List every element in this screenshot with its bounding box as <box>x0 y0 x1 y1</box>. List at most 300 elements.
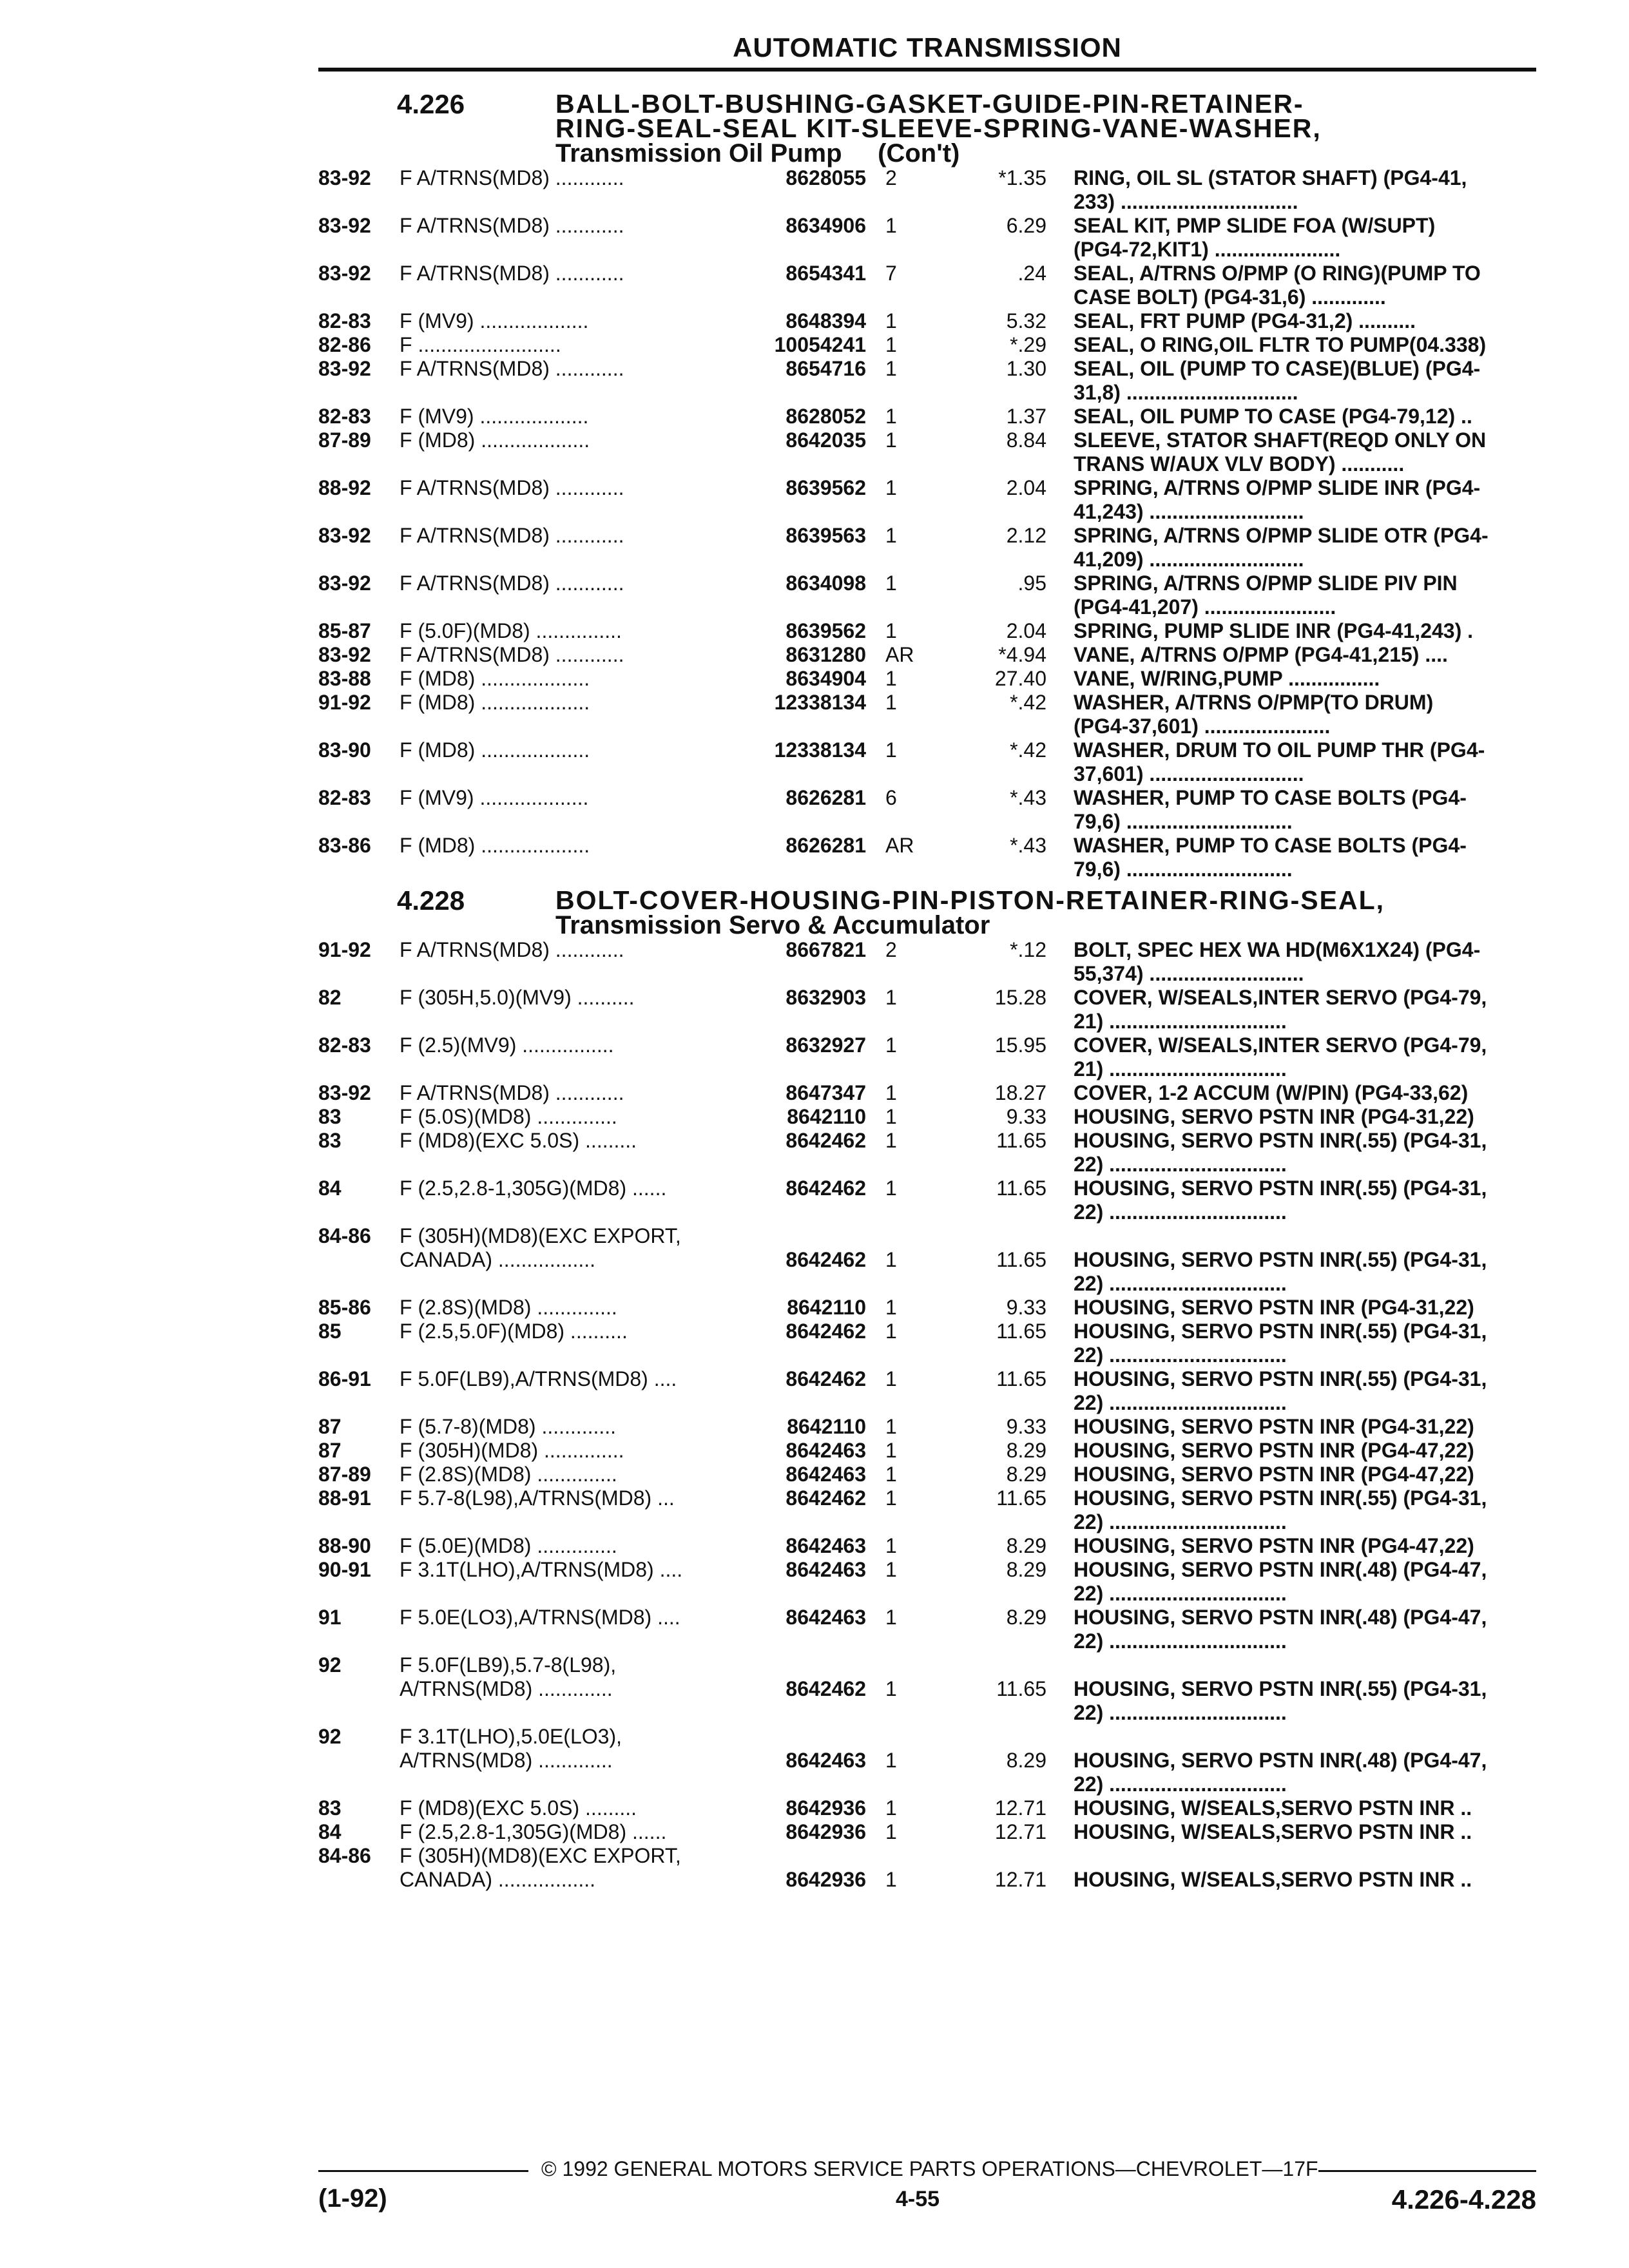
part-row <box>318 1844 1536 1892</box>
model-years: 83-86 <box>318 834 371 857</box>
model-years: 83-92 <box>318 166 371 189</box>
price: 8.29 <box>1006 1749 1046 1772</box>
part-number: 8642463 <box>786 1463 866 1486</box>
model-years: 88-91 <box>318 1486 371 1510</box>
quantity: 1 <box>885 1105 897 1128</box>
quantity: 1 <box>885 405 897 428</box>
section-subtitle: Transmission Oil Pump (Con't) <box>555 139 960 168</box>
model-years: 90-91 <box>318 1558 371 1581</box>
part-number: 8654341 <box>786 262 866 285</box>
model-years: 92 <box>318 1653 342 1677</box>
description: HOUSING, SERVO PSTN INR (PG4-31,22) <box>1074 1296 1474 1319</box>
price: 18.27 <box>994 1081 1046 1104</box>
model-years: 83-92 <box>318 1081 371 1104</box>
description: RING, OIL SL (STATOR SHAFT) (PG4-41, 233) ............................... <box>1074 166 1467 213</box>
running-header: AUTOMATIC TRANSMISSION <box>733 32 1122 62</box>
description: WASHER, A/TRNS O/PMP(TO DRUM) (PG4-37,601) ...................... <box>1074 691 1434 738</box>
price: 15.95 <box>994 1033 1046 1057</box>
application: F (MD8)(EXC 5.0S) ......... <box>400 1796 637 1820</box>
part-row <box>318 1415 1536 1439</box>
quantity: 1 <box>885 1486 897 1510</box>
model-years: 87 <box>318 1415 342 1438</box>
description: HOUSING, W/SEALS,SERVO PSTN INR .. <box>1074 1796 1472 1820</box>
price: *.29 <box>1010 333 1046 356</box>
part-row <box>318 834 1536 881</box>
price: 2.04 <box>1006 476 1046 499</box>
description: SEAL, A/TRNS O/PMP (O RING)(PUMP TO CASE BOLT) (PG4-31,6) ............. <box>1074 262 1481 309</box>
part-row <box>318 333 1536 357</box>
quantity: 1 <box>885 1749 897 1772</box>
model-years: 83-92 <box>318 643 371 666</box>
quantity: 1 <box>885 1367 897 1390</box>
description: WASHER, PUMP TO CASE BOLTS (PG4- 79,6) ............................. <box>1074 786 1467 833</box>
part-row <box>318 667 1536 691</box>
copyright-notice: © 1992 GENERAL MOTORS SERVICE PARTS OPERATIONS—CHEVROLET—17F <box>541 2157 1318 2180</box>
description: SEAL, O RING,OIL FLTR TO PUMP(04.338) <box>1074 333 1487 356</box>
part-row <box>318 1463 1536 1486</box>
part-number: 8642463 <box>786 1534 866 1557</box>
description: SLEEVE, STATOR SHAFT(REQD ONLY ON TRANS W/AUX VLV BODY) ........... <box>1074 428 1487 476</box>
application: F ......................... <box>400 333 561 356</box>
part-row <box>318 214 1536 262</box>
part-number: 12338134 <box>774 738 866 762</box>
section-number: 4.228 <box>397 885 465 916</box>
part-number: 8628052 <box>786 405 866 428</box>
part-row <box>318 1320 1536 1367</box>
part-number: 8642462 <box>786 1367 866 1390</box>
model-years: 84-86 <box>318 1224 371 1247</box>
part-number: 8642463 <box>786 1558 866 1581</box>
part-number: 8654716 <box>786 357 866 380</box>
part-row <box>318 691 1536 738</box>
price: *.42 <box>1010 738 1046 762</box>
part-row <box>318 1796 1536 1820</box>
quantity: 7 <box>885 262 897 285</box>
description: COVER, W/SEALS,INTER SERVO (PG4-79, 21) ............................... <box>1074 1033 1487 1081</box>
application: F (MD8)(EXC 5.0S) ......... <box>400 1129 637 1152</box>
model-years: 88-90 <box>318 1534 371 1557</box>
description: HOUSING, SERVO PSTN INR(.55) (PG4-31, 22) ............................... <box>1074 1486 1487 1533</box>
part-row <box>318 1105 1536 1129</box>
section-subtitle: Transmission Servo & Accumulator <box>555 911 990 939</box>
price: *.43 <box>1010 786 1046 809</box>
quantity: 1 <box>885 1868 897 1891</box>
price: 11.65 <box>996 1677 1046 1700</box>
quantity: 1 <box>885 1081 897 1104</box>
model-years: 85-86 <box>318 1296 371 1319</box>
price: 11.65 <box>996 1367 1046 1390</box>
description: HOUSING, SERVO PSTN INR (PG4-47,22) <box>1074 1463 1474 1486</box>
part-row <box>318 1033 1536 1081</box>
quantity: 1 <box>885 1796 897 1820</box>
part-row <box>318 738 1536 786</box>
part-number: 8639562 <box>786 619 866 642</box>
part-row <box>318 1439 1536 1463</box>
price: 11.65 <box>996 1129 1046 1152</box>
quantity: 1 <box>885 1177 897 1200</box>
quantity: 2 <box>885 166 897 189</box>
price: .24 <box>1017 262 1046 285</box>
part-number: 8639562 <box>786 476 866 499</box>
application: F (MV9) ................... <box>400 309 589 332</box>
quantity: 1 <box>885 1129 897 1152</box>
description: HOUSING, SERVO PSTN INR(.55) (PG4-31, 22) ............................... <box>1074 1677 1487 1724</box>
quantity: 1 <box>885 1463 897 1486</box>
quantity: 1 <box>885 428 897 452</box>
part-row <box>318 524 1536 572</box>
part-number: 8642936 <box>786 1820 866 1843</box>
application: F A/TRNS(MD8) ............ <box>400 166 624 189</box>
part-number: 8667821 <box>786 938 866 961</box>
part-number: 8647347 <box>786 1081 866 1104</box>
price: 11.65 <box>996 1486 1046 1510</box>
part-number: 8642462 <box>786 1129 866 1152</box>
description: HOUSING, SERVO PSTN INR (PG4-31,22) <box>1074 1105 1474 1128</box>
application: F A/TRNS(MD8) ............ <box>400 938 624 961</box>
part-number: 8642462 <box>786 1320 866 1343</box>
description: SEAL, OIL (PUMP TO CASE)(BLUE) (PG4- 31,8) .............................. <box>1074 357 1481 404</box>
model-years: 83 <box>318 1105 342 1128</box>
price: 11.65 <box>996 1248 1046 1271</box>
model-years: 91 <box>318 1606 342 1629</box>
part-row <box>318 1606 1536 1653</box>
part-row <box>318 476 1536 524</box>
quantity: 1 <box>885 572 897 595</box>
application: F (5.7-8)(MD8) ............. <box>400 1415 617 1438</box>
quantity: 1 <box>885 1033 897 1057</box>
part-number: 8626281 <box>786 786 866 809</box>
application: F 3.1T(LHO),A/TRNS(MD8) .... <box>400 1558 683 1581</box>
price: 8.29 <box>1006 1606 1046 1629</box>
quantity: 1 <box>885 1248 897 1271</box>
part-number: 8634904 <box>786 667 866 690</box>
application: F (MV9) ................... <box>400 786 589 809</box>
price: 2.12 <box>1006 524 1046 547</box>
quantity: 1 <box>885 738 897 762</box>
price: 6.29 <box>1006 214 1046 237</box>
price: 8.29 <box>1006 1439 1046 1462</box>
part-row <box>318 938 1536 986</box>
model-years: 84-86 <box>318 1844 371 1867</box>
part-row <box>318 166 1536 214</box>
quantity: 1 <box>885 524 897 547</box>
quantity: 1 <box>885 1606 897 1629</box>
application: F A/TRNS(MD8) ............ <box>400 476 624 499</box>
description: HOUSING, SERVO PSTN INR(.48) (PG4-47, 22) ............................... <box>1074 1749 1487 1796</box>
description: SEAL, FRT PUMP (PG4-31,2) .......... <box>1074 309 1416 332</box>
part-number: 8642462 <box>786 1248 866 1271</box>
quantity: AR <box>885 643 914 666</box>
header-rule <box>318 68 1536 72</box>
application: F (MD8) ................... <box>400 691 590 714</box>
model-years: 82-83 <box>318 1033 371 1057</box>
part-number: 12338134 <box>774 691 866 714</box>
description: HOUSING, SERVO PSTN INR(.55) (PG4-31, 22) ............................... <box>1074 1177 1487 1224</box>
model-years: 87-89 <box>318 428 371 452</box>
price: 5.32 <box>1006 309 1046 332</box>
price: .95 <box>1017 572 1046 595</box>
model-years: 88-92 <box>318 476 371 499</box>
price: 27.40 <box>994 667 1046 690</box>
part-number: 8642035 <box>786 428 866 452</box>
model-years: 87 <box>318 1439 342 1462</box>
quantity: 1 <box>885 1677 897 1700</box>
price: 9.33 <box>1006 1296 1046 1319</box>
model-years: 84 <box>318 1177 342 1200</box>
part-number: 8642110 <box>787 1415 866 1438</box>
price: 1.30 <box>1006 357 1046 380</box>
part-row <box>318 572 1536 619</box>
part-number: 8642463 <box>786 1439 866 1462</box>
application: F (5.0E)(MD8) .............. <box>400 1534 617 1557</box>
description: VANE, W/RING,PUMP ................ <box>1074 667 1380 690</box>
part-row <box>318 786 1536 834</box>
quantity: 2 <box>885 938 897 961</box>
part-number: 8632903 <box>786 986 866 1009</box>
quantity: 1 <box>885 619 897 642</box>
section-number: 4.226 <box>397 89 465 119</box>
description: HOUSING, SERVO PSTN INR(.48) (PG4-47, 22) ............................... <box>1074 1558 1487 1605</box>
part-row <box>318 1367 1536 1415</box>
quantity: 1 <box>885 691 897 714</box>
part-number: 8634098 <box>786 572 866 595</box>
part-row <box>318 643 1536 667</box>
price: *4.94 <box>998 643 1046 666</box>
model-years: 82-83 <box>318 405 371 428</box>
part-row <box>318 1129 1536 1177</box>
description: HOUSING, SERVO PSTN INR(.48) (PG4-47, 22) ............................... <box>1074 1606 1487 1653</box>
price: 12.71 <box>994 1868 1046 1891</box>
model-years: 83-92 <box>318 214 371 237</box>
part-row <box>318 309 1536 333</box>
model-years: 83-92 <box>318 572 371 595</box>
model-years: 83-92 <box>318 262 371 285</box>
section-range: 4.226-4.228 <box>1391 2184 1536 2215</box>
page-number: 4-55 <box>896 2187 940 2211</box>
quantity: AR <box>885 834 914 857</box>
part-number: 8642936 <box>786 1868 866 1891</box>
part-row <box>318 1534 1536 1558</box>
quantity: 1 <box>885 1415 897 1438</box>
application: F (5.0S)(MD8) .............. <box>400 1105 617 1128</box>
quantity: 1 <box>885 1296 897 1319</box>
part-row <box>318 1653 1536 1725</box>
description: VANE, A/TRNS O/PMP (PG4-41,215) .... <box>1074 643 1448 666</box>
section-title: RING-SEAL-SEAL KIT-SLEEVE-SPRING-VANE-WASHER, <box>555 113 1322 143</box>
application: F (305H)(MD8)(EXC EXPORT, CANADA) ................. <box>400 1844 681 1891</box>
section-title: BOLT-COVER-HOUSING-PIN-PISTON-RETAINER-RING-SEAL, <box>555 885 1385 915</box>
quantity: 1 <box>885 1439 897 1462</box>
price: *1.35 <box>998 166 1046 189</box>
part-number: 8632927 <box>786 1033 866 1057</box>
parts-list <box>318 82 1536 1892</box>
model-years: 83-90 <box>318 738 371 762</box>
application: F A/TRNS(MD8) ............ <box>400 214 624 237</box>
model-years: 83-92 <box>318 524 371 547</box>
application: F (2.5,2.8-1,305G)(MD8) ...... <box>400 1177 667 1200</box>
part-row <box>318 1224 1536 1296</box>
part-row <box>318 405 1536 428</box>
model-years: 83-92 <box>318 357 371 380</box>
part-number: 8642462 <box>786 1677 866 1700</box>
price: 1.37 <box>1006 405 1046 428</box>
application: F (MD8) ................... <box>400 667 590 690</box>
price: *.42 <box>1010 691 1046 714</box>
model-years: 87-89 <box>318 1463 371 1486</box>
quantity: 1 <box>885 333 897 356</box>
price: 11.65 <box>996 1320 1046 1343</box>
model-years: 83 <box>318 1796 342 1820</box>
description: HOUSING, W/SEALS,SERVO PSTN INR .. <box>1074 1868 1472 1891</box>
description: HOUSING, SERVO PSTN INR (PG4-47,22) <box>1074 1534 1474 1557</box>
application: F (2.5)(MV9) ................ <box>400 1033 614 1057</box>
model-years: 85 <box>318 1320 342 1343</box>
model-years: 91-92 <box>318 691 371 714</box>
application: F A/TRNS(MD8) ............ <box>400 572 624 595</box>
quantity: 1 <box>885 357 897 380</box>
part-row <box>318 1486 1536 1534</box>
application: F (2.5,2.8-1,305G)(MD8) ...... <box>400 1820 667 1843</box>
price: 2.04 <box>1006 619 1046 642</box>
application: F (MD8) ................... <box>400 428 590 452</box>
price: 12.71 <box>994 1820 1046 1843</box>
quantity: 1 <box>885 667 897 690</box>
revision-date: (1-92) <box>318 2184 387 2213</box>
application: F (MD8) ................... <box>400 738 590 762</box>
description: HOUSING, SERVO PSTN INR(.55) (PG4-31, 22) ............................... <box>1074 1129 1487 1176</box>
part-number: 8634906 <box>786 214 866 237</box>
quantity: 1 <box>885 1534 897 1557</box>
price: 15.28 <box>994 986 1046 1009</box>
part-row <box>318 428 1536 476</box>
application: F (MV9) ................... <box>400 405 589 428</box>
model-years: 83 <box>318 1129 342 1152</box>
application: F (305H,5.0)(MV9) .......... <box>400 986 635 1009</box>
description: SEAL KIT, PMP SLIDE FOA (W/SUPT) (PG4-72,KIT1) ...................... <box>1074 214 1436 261</box>
quantity: 1 <box>885 476 897 499</box>
application: F 5.7-8(L98),A/TRNS(MD8) ... <box>400 1486 675 1510</box>
application: F 5.0F(LB9),A/TRNS(MD8) .... <box>400 1367 677 1390</box>
part-row <box>318 262 1536 309</box>
model-years: 83-88 <box>318 667 371 690</box>
part-number: 8642462 <box>786 1177 866 1200</box>
description: HOUSING, SERVO PSTN INR(.55) (PG4-31, 22) ............................... <box>1074 1320 1487 1367</box>
quantity: 6 <box>885 786 897 809</box>
part-number: 8642110 <box>787 1105 866 1128</box>
application: F (2.8S)(MD8) .............. <box>400 1296 617 1319</box>
application: F 5.0E(LO3),A/TRNS(MD8) .... <box>400 1606 680 1629</box>
part-row <box>318 619 1536 643</box>
section-heading <box>318 885 1536 939</box>
price: *.43 <box>1010 834 1046 857</box>
application: F A/TRNS(MD8) ............ <box>400 357 624 380</box>
part-number: 8642463 <box>786 1749 866 1772</box>
price: 11.65 <box>996 1177 1046 1200</box>
application: F (305H)(MD8)(EXC EXPORT, CANADA) ................. <box>400 1224 681 1271</box>
part-row <box>318 1177 1536 1224</box>
model-years: 91-92 <box>318 938 371 961</box>
price: 8.29 <box>1006 1558 1046 1581</box>
description: HOUSING, SERVO PSTN INR(.55) (PG4-31, 22) ............................... <box>1074 1367 1487 1414</box>
section-title: BALL-BOLT-BUSHING-GASKET-GUIDE-PIN-RETAINER- <box>555 89 1304 119</box>
part-number: 8642936 <box>786 1796 866 1820</box>
model-years: 82-83 <box>318 786 371 809</box>
part-row <box>318 1296 1536 1320</box>
quantity: 1 <box>885 986 897 1009</box>
part-number: 8631280 <box>786 643 866 666</box>
price: 8.29 <box>1006 1534 1046 1557</box>
quantity: 1 <box>885 1820 897 1843</box>
section-heading <box>318 91 1536 166</box>
application: F (MD8) ................... <box>400 834 590 857</box>
model-years: 82-83 <box>318 309 371 332</box>
price: 9.33 <box>1006 1105 1046 1128</box>
part-number: 8642463 <box>786 1606 866 1629</box>
footer-rule-right <box>1318 2170 1536 2172</box>
footer-rule-left <box>318 2170 528 2172</box>
application: F A/TRNS(MD8) ............ <box>400 1081 624 1104</box>
description: HOUSING, W/SEALS,SERVO PSTN INR .. <box>1074 1820 1472 1843</box>
description: WASHER, DRUM TO OIL PUMP THR (PG4- 37,601) ........................... <box>1074 738 1485 785</box>
part-row <box>318 986 1536 1033</box>
description: SPRING, A/TRNS O/PMP SLIDE OTR (PG4- 41,209) ........................... <box>1074 524 1489 571</box>
part-number: 10054241 <box>774 333 866 356</box>
quantity: 1 <box>885 1558 897 1581</box>
part-row <box>318 1081 1536 1105</box>
description: COVER, W/SEALS,INTER SERVO (PG4-79, 21) ............................... <box>1074 986 1487 1033</box>
application: F (2.5,5.0F)(MD8) .......... <box>400 1320 628 1343</box>
model-years: 84 <box>318 1820 342 1843</box>
model-years: 86-91 <box>318 1367 371 1390</box>
description: SPRING, A/TRNS O/PMP SLIDE PIV PIN (PG4-41,207) ....................... <box>1074 572 1458 619</box>
quantity: 1 <box>885 1320 897 1343</box>
description: SPRING, A/TRNS O/PMP SLIDE INR (PG4- 41,243) ........................... <box>1074 476 1481 523</box>
model-years: 82-86 <box>318 333 371 356</box>
description: HOUSING, SERVO PSTN INR(.55) (PG4-31, 22) ............................... <box>1074 1248 1487 1295</box>
model-years: 92 <box>318 1725 342 1748</box>
quantity: 1 <box>885 309 897 332</box>
application: F A/TRNS(MD8) ............ <box>400 262 624 285</box>
application: F A/TRNS(MD8) ............ <box>400 524 624 547</box>
description: BOLT, SPEC HEX WA HD(M6X1X24) (PG4- 55,374) ........................... <box>1074 938 1481 985</box>
application: F (5.0F)(MD8) ............... <box>400 619 622 642</box>
description: HOUSING, SERVO PSTN INR (PG4-31,22) <box>1074 1415 1474 1438</box>
part-row <box>318 1725 1536 1796</box>
part-row <box>318 1820 1536 1844</box>
description: COVER, 1-2 ACCUM (W/PIN) (PG4-33,62) <box>1074 1081 1469 1104</box>
part-number: 8639563 <box>786 524 866 547</box>
price: *.12 <box>1010 938 1046 961</box>
part-number: 8626281 <box>786 834 866 857</box>
price: 9.33 <box>1006 1415 1046 1438</box>
model-years: 82 <box>318 986 342 1009</box>
price: 8.84 <box>1006 428 1046 452</box>
price: 8.29 <box>1006 1463 1046 1486</box>
application: F (305H)(MD8) .............. <box>400 1439 624 1462</box>
description: WASHER, PUMP TO CASE BOLTS (PG4- 79,6) ............................. <box>1074 834 1467 881</box>
part-number: 8628055 <box>786 166 866 189</box>
price: 12.71 <box>994 1796 1046 1820</box>
application: F 3.1T(LHO),5.0E(LO3), A/TRNS(MD8) ............. <box>400 1725 622 1772</box>
model-years: 85-87 <box>318 619 371 642</box>
application: F 5.0F(LB9),5.7-8(L98), A/TRNS(MD8) ............. <box>400 1653 617 1700</box>
quantity: 1 <box>885 214 897 237</box>
description: SPRING, PUMP SLIDE INR (PG4-41,243) . <box>1074 619 1474 642</box>
application: F A/TRNS(MD8) ............ <box>400 643 624 666</box>
part-row <box>318 1558 1536 1606</box>
application: F (2.8S)(MD8) .............. <box>400 1463 617 1486</box>
part-row <box>318 357 1536 405</box>
